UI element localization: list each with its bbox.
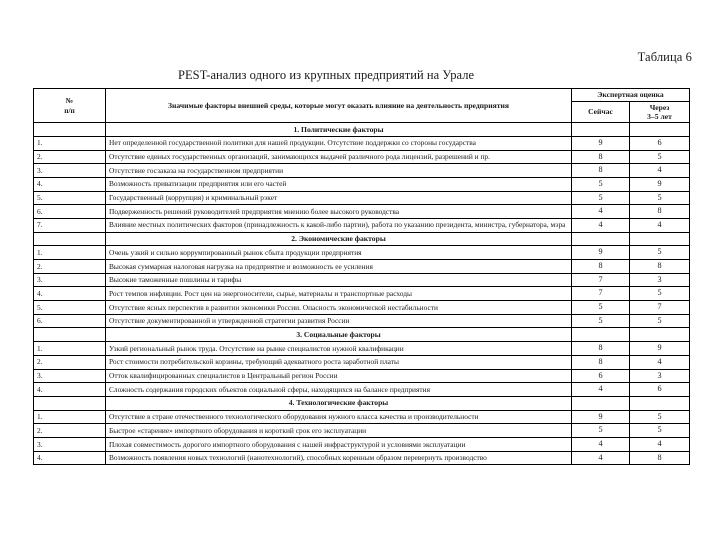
table-head: [34, 89, 690, 123]
score-now-cell: 4: [572, 383, 630, 397]
score-later-cell: 3: [630, 369, 690, 383]
row-number-cell: 1.: [34, 410, 106, 424]
score-later-cell: 5: [630, 191, 690, 205]
score-later-cell: 8: [630, 260, 690, 274]
table-row: [34, 136, 690, 150]
section-row-later-spacer: [630, 123, 690, 137]
table-row: [34, 451, 690, 465]
factor-description-cell: Государственный (коррупция) и криминальный рэкет: [106, 191, 572, 205]
table-row: [34, 314, 690, 328]
row-number-cell: 2.: [34, 260, 106, 274]
section-row-number-spacer: [34, 232, 106, 246]
table-row: [34, 205, 690, 219]
score-now-cell: 7: [572, 287, 630, 301]
table-row: [34, 369, 690, 383]
table-row: [34, 287, 690, 301]
score-now-cell: 4: [572, 218, 630, 232]
score-now-cell: 5: [572, 424, 630, 438]
factor-description-cell: Возможность приватизации предприятия или его частей: [106, 177, 572, 191]
factor-description-cell: Очень узкий и сильно коррумпированный рынок сбыта продукции предприятия: [106, 246, 572, 260]
factor-description-cell: Отсутствие госзаказа на государственном предприятии: [106, 164, 572, 178]
table-row: [34, 437, 690, 451]
table-row: [34, 164, 690, 178]
score-now-cell: 8: [572, 260, 630, 274]
section-header-row: [34, 328, 690, 342]
score-now-cell: 4: [572, 437, 630, 451]
score-later-cell: 5: [630, 314, 690, 328]
section-row-later-spacer: [630, 328, 690, 342]
column-header-number: [34, 89, 106, 123]
factor-description-cell: Высокие таможенные пошлины и тарифы: [106, 273, 572, 287]
page-title: PEST-анализ одного из крупных предприятий на Урале: [178, 68, 475, 82]
score-later-cell: 3: [630, 273, 690, 287]
section-row-later-spacer: [630, 396, 690, 410]
factor-description-cell: Быстрое «старение» импортного оборудования и короткий срок его эксплуатации: [106, 424, 572, 438]
pest-analysis-table: [33, 88, 690, 465]
row-number-cell: 3.: [34, 164, 106, 178]
score-later-cell: 8: [630, 451, 690, 465]
score-later-cell: 5: [630, 150, 690, 164]
factor-description-cell: Сложность содержания городских объектов социальной сферы, находящихся на балансе предприятия: [106, 383, 572, 397]
score-later-cell: 9: [630, 342, 690, 356]
score-now-cell: 8: [572, 150, 630, 164]
pest-table-container: [33, 88, 689, 465]
section-title: 1. Политические факторы: [106, 123, 572, 137]
factor-description-cell: Высокая суммарная налоговая нагрузка на предприятие и возможность ее усиления: [106, 260, 572, 274]
table-row: [34, 424, 690, 438]
column-header-factor: Значимые факторы внешней среды, которые могут оказать влияние на деятельность предприятия: [106, 89, 572, 123]
score-now-cell: 8: [572, 164, 630, 178]
score-now-cell: 5: [572, 314, 630, 328]
row-number-cell: 7.: [34, 218, 106, 232]
section-row-later-spacer: [630, 232, 690, 246]
section-row-now-spacer: [572, 232, 630, 246]
section-title: 2. Экономические факторы: [106, 232, 572, 246]
row-number-cell: 3.: [34, 437, 106, 451]
section-row-now-spacer: [572, 123, 630, 137]
factor-description-cell: Рост темпов инфляции. Рост цен на энергоносители, сырье, материалы и транспортные расходы: [106, 287, 572, 301]
score-later-cell: 5: [630, 424, 690, 438]
score-now-cell: 8: [572, 342, 630, 356]
row-number-cell: 3.: [34, 369, 106, 383]
score-now-cell: 9: [572, 246, 630, 260]
score-now-cell: 8: [572, 355, 630, 369]
column-header-number-line1: №: [65, 96, 74, 106]
score-now-cell: 5: [572, 191, 630, 205]
table-number-caption: Таблица 6: [637, 50, 692, 64]
score-now-cell: 9: [572, 136, 630, 150]
score-later-cell: 6: [630, 136, 690, 150]
score-later-cell: 4: [630, 355, 690, 369]
table-row: [34, 260, 690, 274]
score-now-cell: 5: [572, 301, 630, 315]
table-row: [34, 177, 690, 191]
column-header-expert-group: Экспертная оценка: [572, 89, 690, 102]
factor-description-cell: Отсутствие документированной и утвержденной стратегии развития России: [106, 314, 572, 328]
score-later-cell: 6: [630, 383, 690, 397]
factor-description-cell: Отток квалифицированных специалистов в Центральный регион России: [106, 369, 572, 383]
column-header-later-line1: Через: [649, 102, 670, 112]
row-number-cell: 3.: [34, 273, 106, 287]
section-row-number-spacer: [34, 396, 106, 410]
row-number-cell: 6.: [34, 314, 106, 328]
factor-description-cell: Подверженность решений руководителей предприятия мнению более высокого руководства: [106, 205, 572, 219]
score-later-cell: 4: [630, 164, 690, 178]
factor-description-cell: Отсутствие единых государственных организаций, занимающихся выдачей различного рода лицензий, разрешений и пр.: [106, 150, 572, 164]
score-later-cell: 5: [630, 246, 690, 260]
table-row: [34, 342, 690, 356]
table-row: [34, 355, 690, 369]
factor-description-cell: Отсутствие ясных перспектив в развитии экономики России. Опасность экономической нестабильности: [106, 301, 572, 315]
row-number-cell: 2.: [34, 150, 106, 164]
score-now-cell: 5: [572, 177, 630, 191]
table-body: [34, 123, 690, 465]
row-number-cell: 4.: [34, 177, 106, 191]
score-now-cell: 4: [572, 205, 630, 219]
row-number-cell: 4.: [34, 383, 106, 397]
score-now-cell: 9: [572, 410, 630, 424]
row-number-cell: 6.: [34, 205, 106, 219]
table-row: [34, 246, 690, 260]
score-later-cell: 7: [630, 301, 690, 315]
score-now-cell: 4: [572, 451, 630, 465]
score-later-cell: 8: [630, 205, 690, 219]
row-number-cell: 1.: [34, 246, 106, 260]
table-row: [34, 218, 690, 232]
section-header-row: [34, 396, 690, 410]
section-header-row: [34, 232, 690, 246]
row-number-cell: 5.: [34, 301, 106, 315]
section-row-now-spacer: [572, 396, 630, 410]
factor-description-cell: Плохая совместимость дорогого импортного оборудования с нашей инфраструктурой и условиями эксплуатации: [106, 437, 572, 451]
score-later-cell: 5: [630, 410, 690, 424]
column-header-now: Сейчас: [572, 101, 630, 122]
factor-description-cell: Нет определенной государственной политики для нашей продукции. Отсутствие поддержки со стороны государства: [106, 136, 572, 150]
row-number-cell: 2.: [34, 355, 106, 369]
score-later-cell: 5: [630, 287, 690, 301]
score-now-cell: 7: [572, 273, 630, 287]
column-header-number-line2: п/п: [64, 105, 75, 115]
header-row-1: [34, 89, 690, 102]
row-number-cell: 4.: [34, 451, 106, 465]
row-number-cell: 1.: [34, 342, 106, 356]
factor-description-cell: Рост стоимости потребительской корзины, требующий адекватного роста заработной платы: [106, 355, 572, 369]
section-title: 3. Социальные факторы: [106, 328, 572, 342]
factor-description-cell: Отсутствие в стране отечественного технологического оборудования нужного класса качества и производительности: [106, 410, 572, 424]
factor-description-cell: Влияние местных политических факторов (принадлежность к какой-либо партии), работа по указанию президента, министра, губернатора, мэра: [106, 218, 572, 232]
factor-description-cell: Узкий региональный рынок труда. Отсутствие на рынке специалистов нужной квалификации: [106, 342, 572, 356]
score-later-cell: 4: [630, 437, 690, 451]
row-number-cell: 4.: [34, 287, 106, 301]
section-title: 4. Технологические факторы: [106, 396, 572, 410]
section-row-number-spacer: [34, 328, 106, 342]
table-row: [34, 273, 690, 287]
table-row: [34, 150, 690, 164]
score-now-cell: 6: [572, 369, 630, 383]
column-header-later: [630, 101, 690, 122]
table-row: [34, 383, 690, 397]
score-later-cell: 4: [630, 218, 690, 232]
table-row: [34, 410, 690, 424]
row-number-cell: 2.: [34, 424, 106, 438]
section-header-row: [34, 123, 690, 137]
score-later-cell: 9: [630, 177, 690, 191]
section-row-now-spacer: [572, 328, 630, 342]
table-row: [34, 191, 690, 205]
factor-description-cell: Возможность появления новых технологий (нанотехнологий), способных коренным образом перевернуть производство: [106, 451, 572, 465]
table-row: [34, 301, 690, 315]
row-number-cell: 5.: [34, 191, 106, 205]
section-row-number-spacer: [34, 123, 106, 137]
column-header-later-line2: 3–5 лет: [647, 111, 672, 121]
row-number-cell: 1.: [34, 136, 106, 150]
